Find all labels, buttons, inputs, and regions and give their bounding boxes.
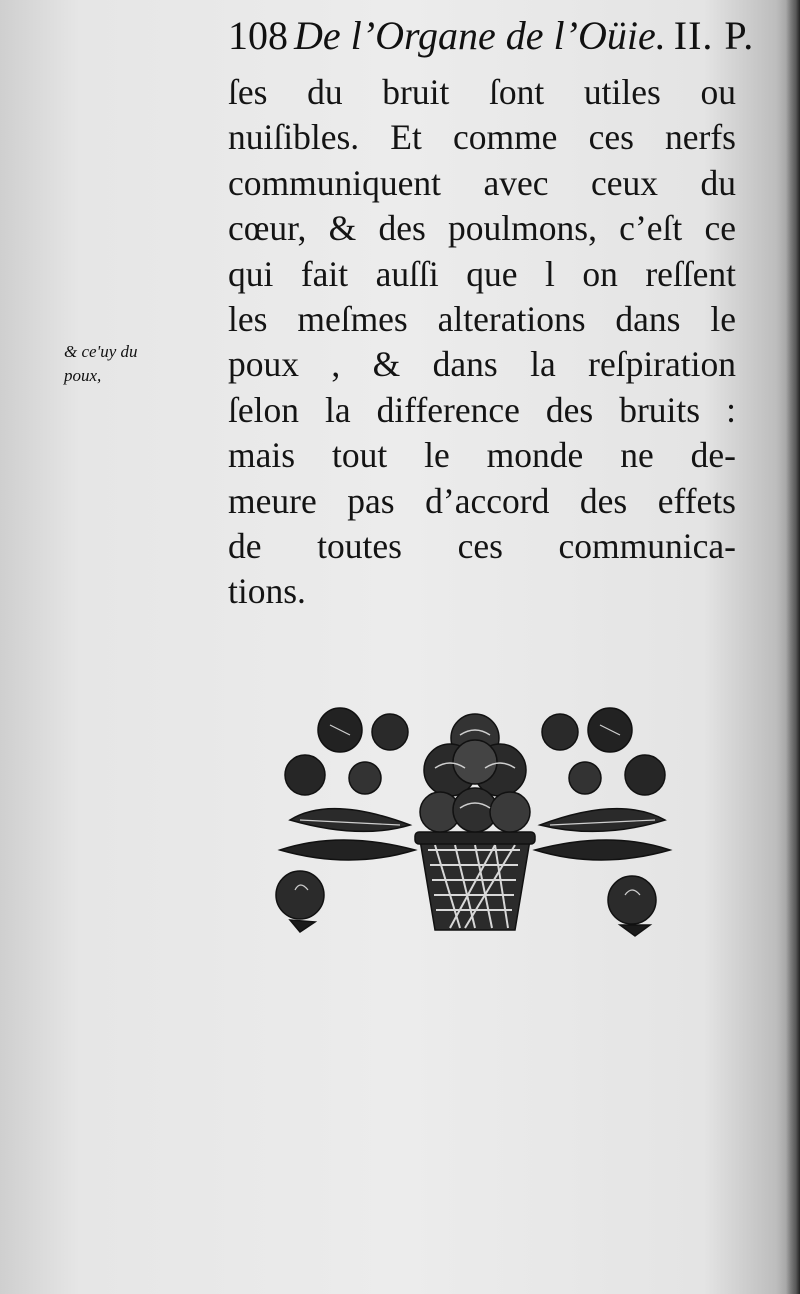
text-line: tions. bbox=[228, 571, 306, 612]
page-edge-shadow bbox=[786, 0, 800, 1294]
text-line: communiquent avec ceux du bbox=[228, 162, 736, 203]
text-line: mais tout le monde ne de- bbox=[228, 435, 736, 476]
text-line: cœur, & des poulmons, c’eſt ce bbox=[228, 208, 736, 249]
margin-note-line: poux, bbox=[64, 366, 102, 385]
text-line: qui fait auſſi que l on reſſent bbox=[228, 253, 736, 294]
running-title: De l’Organe de l’Oüie. bbox=[294, 13, 666, 58]
text-line: les meſmes alterations dans le bbox=[228, 299, 736, 340]
margin-note bbox=[64, 340, 194, 388]
page-number: 108 bbox=[228, 13, 288, 58]
flower-basket-icon bbox=[270, 700, 680, 945]
body-text bbox=[228, 70, 736, 615]
text-line: de toutes ces communica- bbox=[228, 526, 736, 567]
text-line: ſelon la difference des bruits : bbox=[228, 389, 736, 430]
running-header bbox=[228, 12, 755, 72]
text-line: nuiſibles. Et comme ces nerfs bbox=[228, 117, 736, 158]
text-line: ſes du bruit ſont utiles ou bbox=[228, 72, 736, 112]
text-line: poux , & dans la reſpiration bbox=[228, 344, 736, 385]
text-line: meure pas d’accord des effets bbox=[228, 480, 736, 521]
part-label: II. P. bbox=[673, 13, 755, 58]
margin-note-line: & ce'uy du bbox=[64, 342, 138, 361]
